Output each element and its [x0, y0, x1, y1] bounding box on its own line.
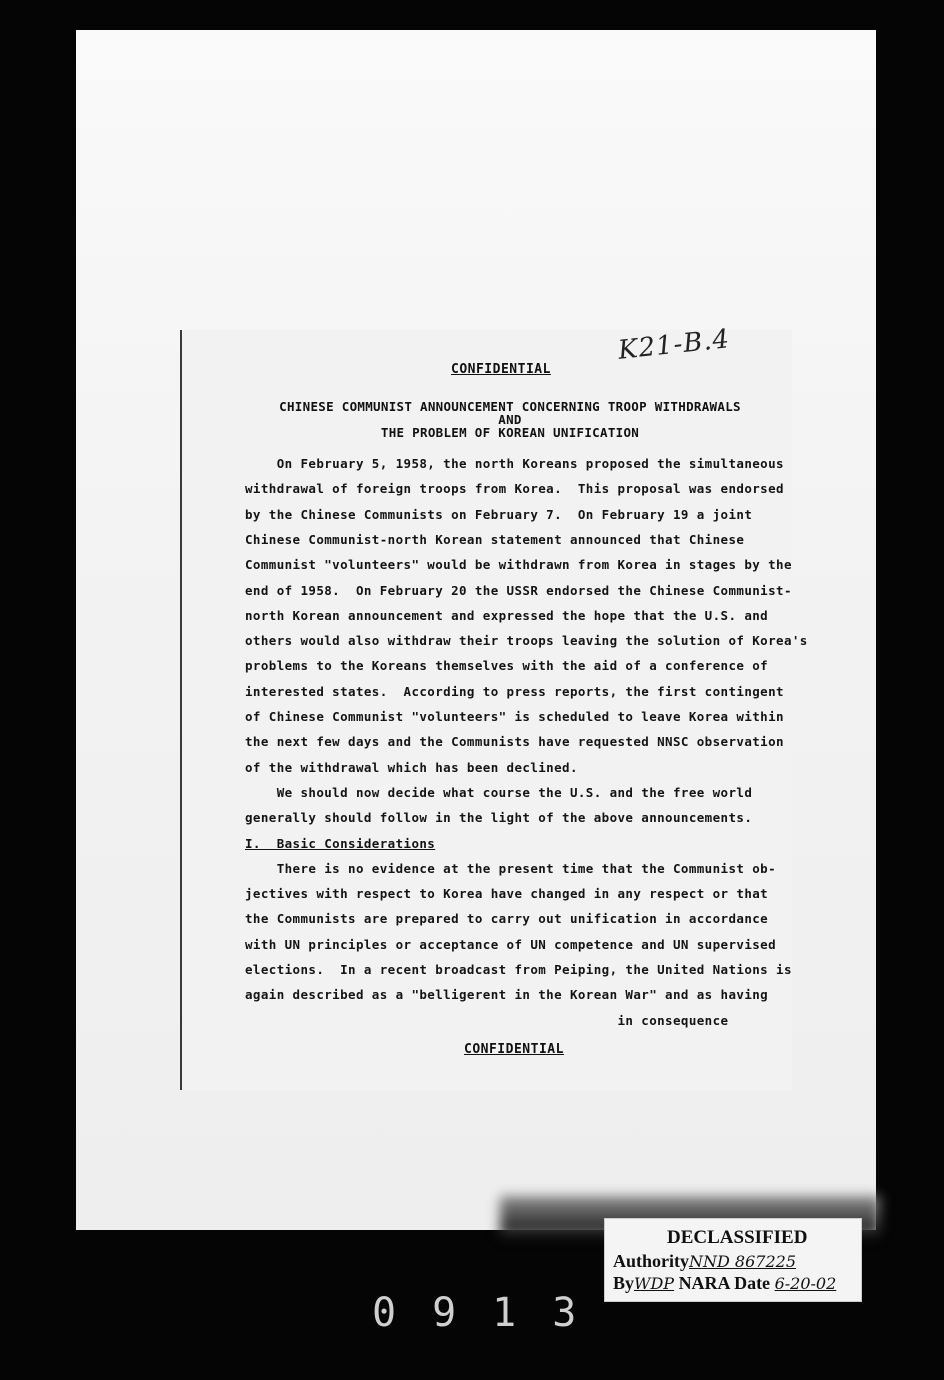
body-line: I. Basic Considerations [245, 836, 436, 851]
body-line: Chinese Communist-north Korean statement announced that Chinese [245, 532, 745, 547]
handwritten-reference: K21-B.4 [616, 324, 732, 366]
body-line: in consequence [245, 1013, 729, 1028]
declassified-stamp [604, 1218, 862, 1302]
classification-bottom: CONFIDENTIAL [464, 1042, 564, 1057]
body-line: by the Chinese Communists on February 7. On February 19 a joint [245, 507, 753, 522]
stamp-nara-label: NARA Date [678, 1273, 771, 1293]
body-line: interested states. According to press reports, the first contingent [245, 684, 784, 699]
body-line: jectives with respect to Korea have changed in any respect or that [245, 886, 769, 901]
body-line: again described as a "belligerent in the Korean War" and as having [245, 987, 769, 1002]
memo-title [260, 400, 760, 439]
title-line-2: AND [498, 412, 522, 427]
body-line: On February 5, 1958, the north Koreans proposed the simultaneous [245, 456, 784, 471]
stamp-authority-value: NND 867225 [689, 1252, 796, 1271]
stamp-by-label: By [613, 1273, 635, 1293]
stamp-authority-label: Authority [613, 1251, 689, 1271]
body-line: end of 1958. On February 20 the USSR endorsed the Chinese Communist- [245, 583, 792, 598]
stamp-date-value: 6-20-02 [774, 1274, 837, 1293]
title-line-1: CHINESE COMMUNIST ANNOUNCEMENT CONCERNING TROOP WITHDRAWALS [279, 399, 741, 414]
title-line-3: THE PROBLEM OF KOREAN UNIFICATION [380, 425, 640, 440]
body-line: north Korean announcement and expressed the hope that the U.S. and [245, 608, 769, 623]
body-line: the next few days and the Communists have requested NNSC observation [245, 734, 784, 749]
stamp-date-row [613, 1273, 836, 1294]
stamp-authority-row [613, 1251, 796, 1272]
body-line: Communist "volunteers" would be withdrawn from Korea in stages by the [245, 557, 792, 572]
body-line: problems to the Koreans themselves with the aid of a conference of [245, 658, 769, 673]
body-line: We should now decide what course the U.S. and the free world [245, 785, 753, 800]
body-line: There is no evidence at the present time that the Communist ob- [245, 861, 777, 876]
body-line: the Communists are prepared to carry out unification in accordance [245, 911, 769, 926]
body-line: withdrawal of foreign troops from Korea. This proposal was endorsed [245, 481, 784, 496]
body-line: elections. In a recent broadcast from Peiping, the United Nations is [245, 962, 792, 977]
stamp-by-value: WDP [634, 1274, 675, 1293]
body-line: generally should follow in the light of the above announcements. [245, 810, 753, 825]
body-line: with UN principles or acceptance of UN competence and UN supervised [245, 937, 777, 952]
body-line: of the withdrawal which has been declined. [245, 760, 578, 775]
classification-top: CONFIDENTIAL [451, 362, 551, 377]
body-line: of Chinese Communist "volunteers" is scheduled to leave Korea within [245, 709, 784, 724]
stamp-title: DECLASSIFIED [667, 1227, 808, 1248]
body-line: others would also withdraw their troops leaving the solution of Korea's [245, 633, 808, 648]
frame-number: 0913 [372, 1290, 613, 1336]
